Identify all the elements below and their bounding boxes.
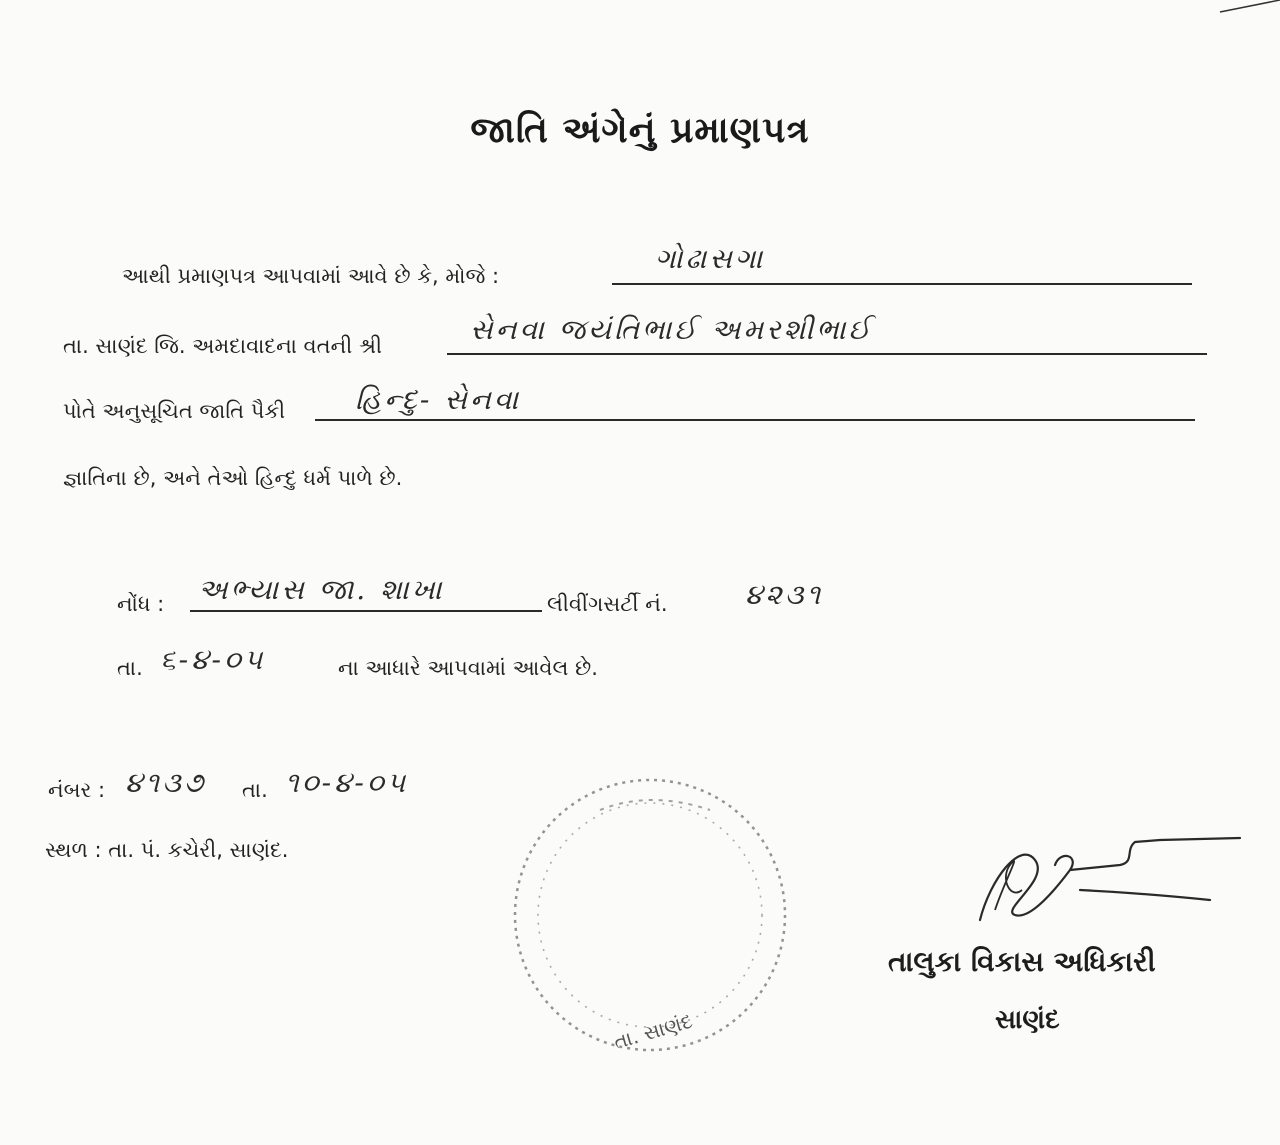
note-source: અભ્યાસ જા. શાખા [198,573,445,606]
person-name: સેનવા જયંતિભાઈ અમરશીભાઈ [470,313,874,346]
village-underline [612,283,1192,285]
leaving-cert-label: લીવીંગસર્ટી નં. [547,592,668,616]
note-date-suffix: ના આધારે આપવામાં આવેલ છે. [338,656,598,680]
signatory-title: તાલુકા વિકાસ અધિકારી [888,945,1156,978]
caste-underline [315,419,1195,421]
intro-text: આથી પ્રમાણપત્ર આપવામાં આવે છે કે, મોજે : [122,264,500,288]
leaving-cert-number: ૪૨૩૧ [745,578,824,611]
religion-statement: જ્ઞાતિના છે, અને તેઓ હિન્દુ ધર્મ પાળે છે. [63,466,403,490]
residence-text: તા. સાણંદ જિ. અમદાવાદના વતની શ્રી [63,334,383,358]
note-date-label: તા. [117,656,143,680]
issue-date: ૧૦-૪-૦૫ [285,766,409,799]
caste-name: હિન્દુ- સેનવા [355,383,522,416]
note-label: નોંધ : [117,592,165,616]
officer-signature [960,820,1250,940]
issue-date-label: તા. [242,778,268,802]
note-date: ૬-૪-૦૫ [160,643,266,676]
office-stamp [505,770,795,1060]
certificate-number: ૪૧૩૭ [125,766,207,799]
place-of-issue: સ્થળ : તા. પં. કચેરી, સાણંદ. [45,838,289,862]
note-source-underline [190,610,542,612]
stamp-text: તા. સાણંદ [611,1008,696,1054]
name-underline [447,353,1207,355]
caste-category-text: પોતે અનુસૂચિત જાતિ પૈકી [63,399,286,423]
document-title: જાતિ અંગેનું પ્રમાણપત્ર [470,110,810,151]
number-label: નંબર : [48,778,106,802]
village-name: ગોઢાસગા [655,242,766,275]
signatory-place: સાણંદ [995,1005,1060,1035]
corner-pen-mark [1200,0,1280,30]
